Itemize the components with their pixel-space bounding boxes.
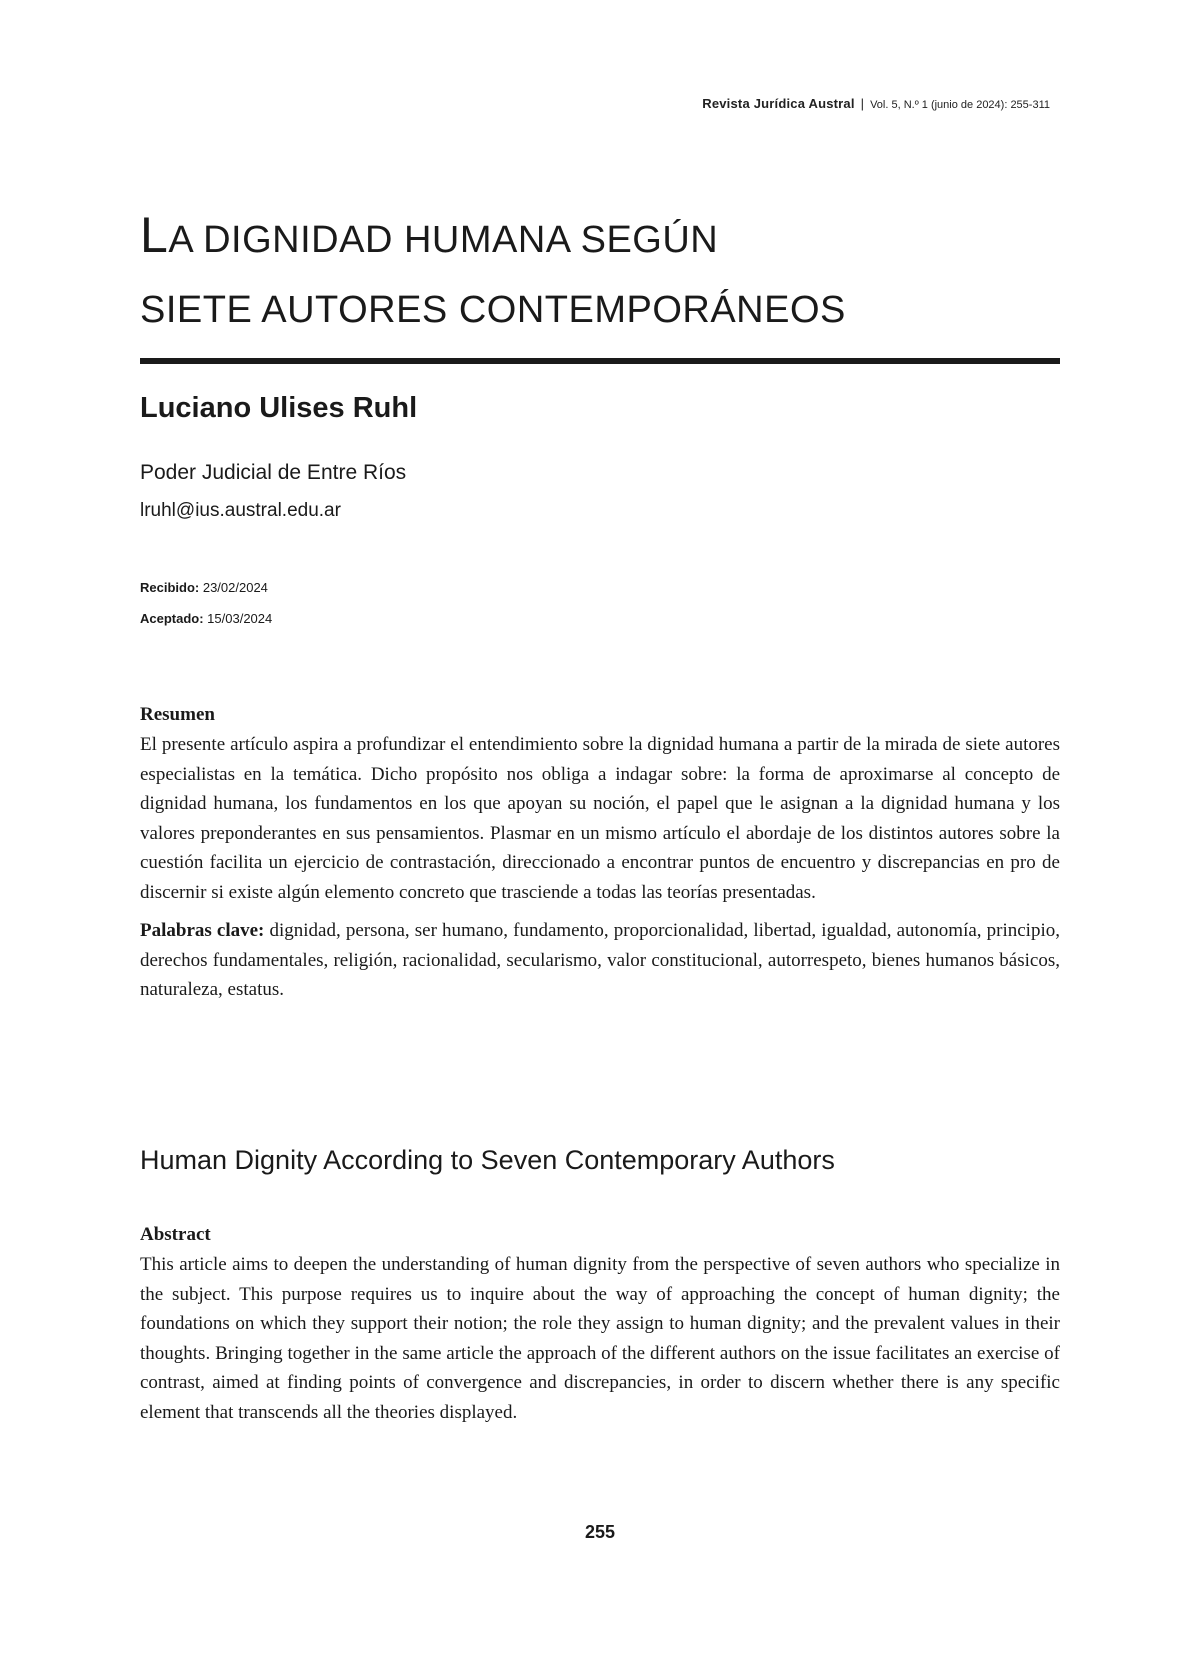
title-line-1-text: A DIGNIDAD HUMANA SEGÚN bbox=[168, 219, 719, 261]
header-separator: | bbox=[860, 96, 865, 111]
page-number: 255 bbox=[584, 1522, 616, 1542]
keywords-label: Palabras clave: bbox=[140, 920, 265, 941]
journal-name: Revista Jurídica Austral bbox=[702, 96, 855, 111]
accepted-date bbox=[140, 603, 272, 634]
keywords-paragraph bbox=[140, 916, 1060, 1005]
resumen-text: El presente artículo aspira a profundizar el entendimiento sobre la dignidad humana a partir de la mirada de siete autores especialistas en la temática. Dicho propósito nos obliga a indagar sobre: la forma de aproximarse al concepto de dignidad humana, los fundamentos en los que apoyan su noción, el papel que le asignan a la dignidad humana y los valores preponderantes en sus pensamientos. Plasmar en un mismo artículo el abordaje de los distintos autores sobre la cuestión facilita un ejercicio de contrastación, direccionado a encontrar puntos de encuentro y discrepancias en pro de discernir si existe algún elemento concreto que trasciende a todas las teorías presentadas. bbox=[140, 734, 1060, 903]
article-title bbox=[140, 200, 1060, 345]
received-value: 23/02/2024 bbox=[199, 580, 268, 595]
english-title: Human Dignity According to Seven Contemporary Authors bbox=[140, 1145, 835, 1175]
received-date bbox=[140, 572, 272, 603]
submission-dates bbox=[140, 572, 272, 634]
title-line-1 bbox=[140, 200, 1060, 275]
volume-info: Vol. 5, N.º 1 (junio de 2024): 255-311 bbox=[870, 99, 1050, 111]
title-initial: L bbox=[140, 207, 169, 263]
resumen-section bbox=[140, 700, 1060, 1005]
author-name: Luciano Ulises Ruhl bbox=[140, 392, 418, 424]
keywords-list: dignidad, persona, ser humano, fundamento, proporcionalidad, libertad, igualdad, autonomía, principio, derechos fundamentales, religión, racionalidad, secularismo, valor constitucional, autorrespeto, bienes humanos básicos, naturaleza, estatus. bbox=[140, 920, 1060, 1000]
abstract-heading: Abstract bbox=[140, 1224, 211, 1245]
accepted-value: 15/03/2024 bbox=[203, 611, 273, 626]
running-header bbox=[702, 96, 1050, 111]
abstract-text: This article aims to deepen the understanding of human dignity from the perspective of seven authors who specialize in the subject. This purpose requires us to inquire about the way of approaching the concept of human dignity; the foundations on which they support their notion; the role they assign to human dignity; and the prevalent values in their thoughts. Bringing together in the same article the approach of the different authors on the issue facilitates an exercise of contrast, aimed at finding points of convergence and discrepancies, in order to discern whether there is any specific element that transcends all the theories displayed. bbox=[140, 1254, 1060, 1423]
received-label: Recibido: bbox=[140, 580, 200, 595]
author-email: lruhl@ius.austral.edu.ar bbox=[140, 500, 341, 521]
accepted-label: Aceptado: bbox=[140, 611, 204, 626]
resumen-heading: Resumen bbox=[140, 704, 215, 725]
abstract-section bbox=[140, 1220, 1060, 1427]
title-divider bbox=[140, 358, 1060, 364]
author-affiliation: Poder Judicial de Entre Ríos bbox=[140, 461, 407, 484]
title-line-2: SIETE AUTORES CONTEMPORÁNEOS bbox=[140, 289, 846, 331]
